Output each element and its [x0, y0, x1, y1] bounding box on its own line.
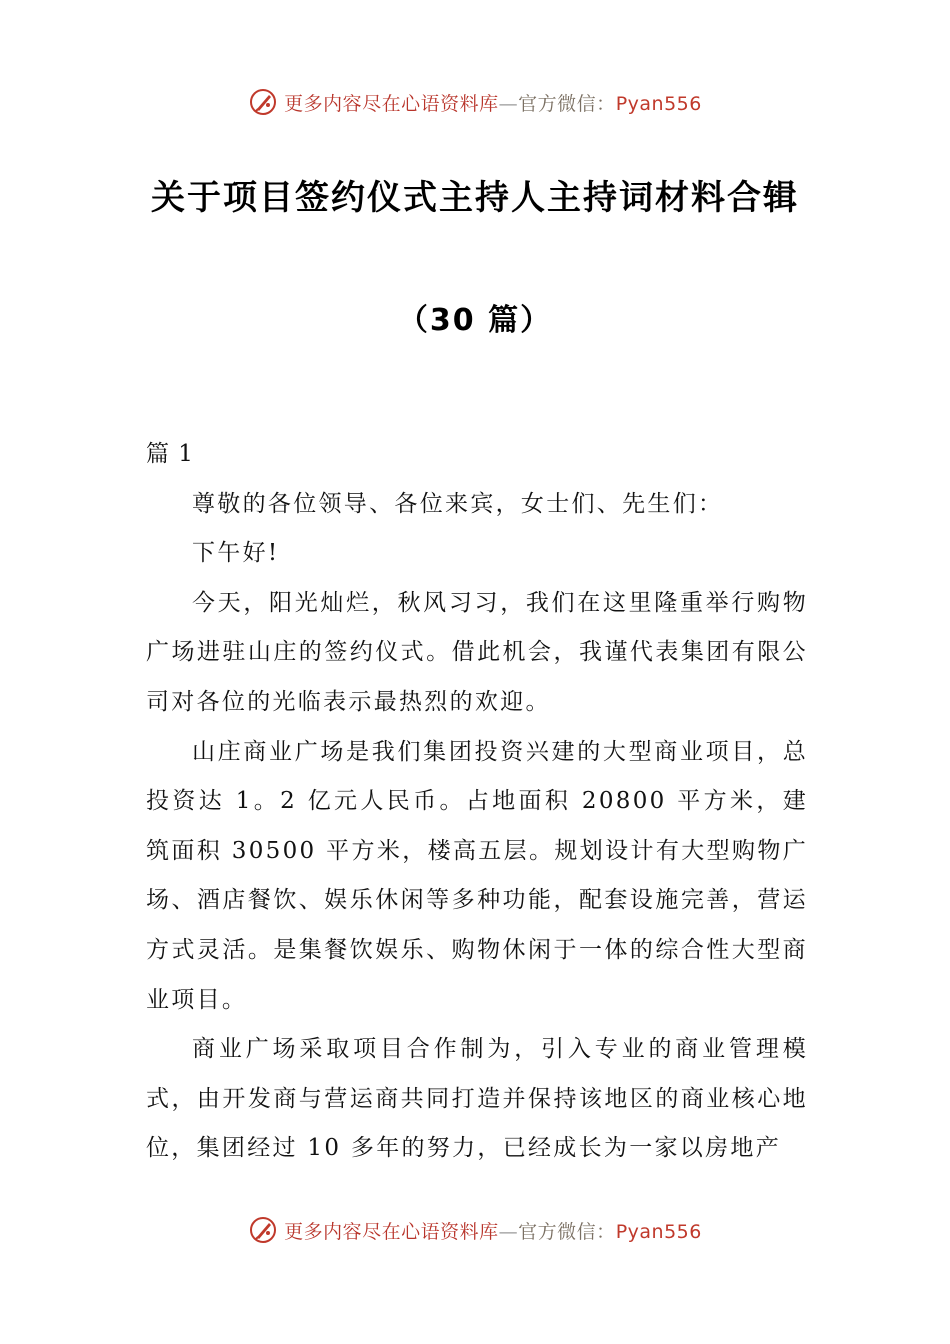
paragraph-intro: 今天，阳光灿烂，秋风习习，我们在这里隆重举行购物广场进驻山庄的签约仪式。借此机会，我谨代表集团有限公司对各位的光临表示最热烈的欢迎。: [146, 589, 808, 715]
watermark-cn: 更多内容尽在心语资料库: [284, 1220, 499, 1243]
quill-logo-icon: [248, 87, 278, 117]
paragraph-cooperation: 商业广场采取项目合作制为，引入专业的商业管理模式，由开发商与营运商共同打造并保持该地区的商业核心地位，集团经过 10 多年的努力，已经成长为一家以房地产: [146, 1036, 808, 1162]
watermark-wechat-id: Pyan556: [615, 92, 702, 115]
watermark-wechat-label: 官方微信：: [518, 1220, 616, 1243]
watermark-text: [284, 1217, 702, 1244]
watermark-dash: —: [498, 92, 519, 115]
paragraph-greeting: 尊敬的各位领导、各位来宾，女士们、先生们：: [192, 490, 724, 517]
watermark-dash: —: [498, 1220, 519, 1243]
watermark-wechat-id: Pyan556: [615, 1220, 702, 1243]
watermark-cn: 更多内容尽在心语资料库: [284, 92, 499, 115]
paragraph-project: 山庄商业广场是我们集团投资兴建的大型商业项目，总投资达 1。2 亿元人民币。占地面积 20800 平方米，建筑面积 30500 平方米，楼高五层。规划设计有大型购物广场、酒店餐饮、娱乐休闲等多种功能，配套设施完善，营运方式灵活。是集餐饮娱乐、购物休闲于一体的综合性大型商业项目。: [146, 738, 808, 1013]
document-title: 关于项目签约仪式主持人主持词材料合辑: [151, 178, 799, 218]
watermark-banner-top: [0, 82, 950, 122]
watermark-text: [284, 89, 702, 116]
section-label: 篇 1: [146, 441, 194, 467]
watermark-wechat-label: 官方微信：: [518, 92, 616, 115]
watermark-banner-bottom: [0, 1210, 950, 1250]
document-subtitle: （30 篇）: [397, 303, 553, 338]
document-body: [146, 430, 808, 1174]
paragraph-good-afternoon: 下午好!: [192, 540, 280, 567]
quill-logo-icon: [248, 1215, 278, 1245]
